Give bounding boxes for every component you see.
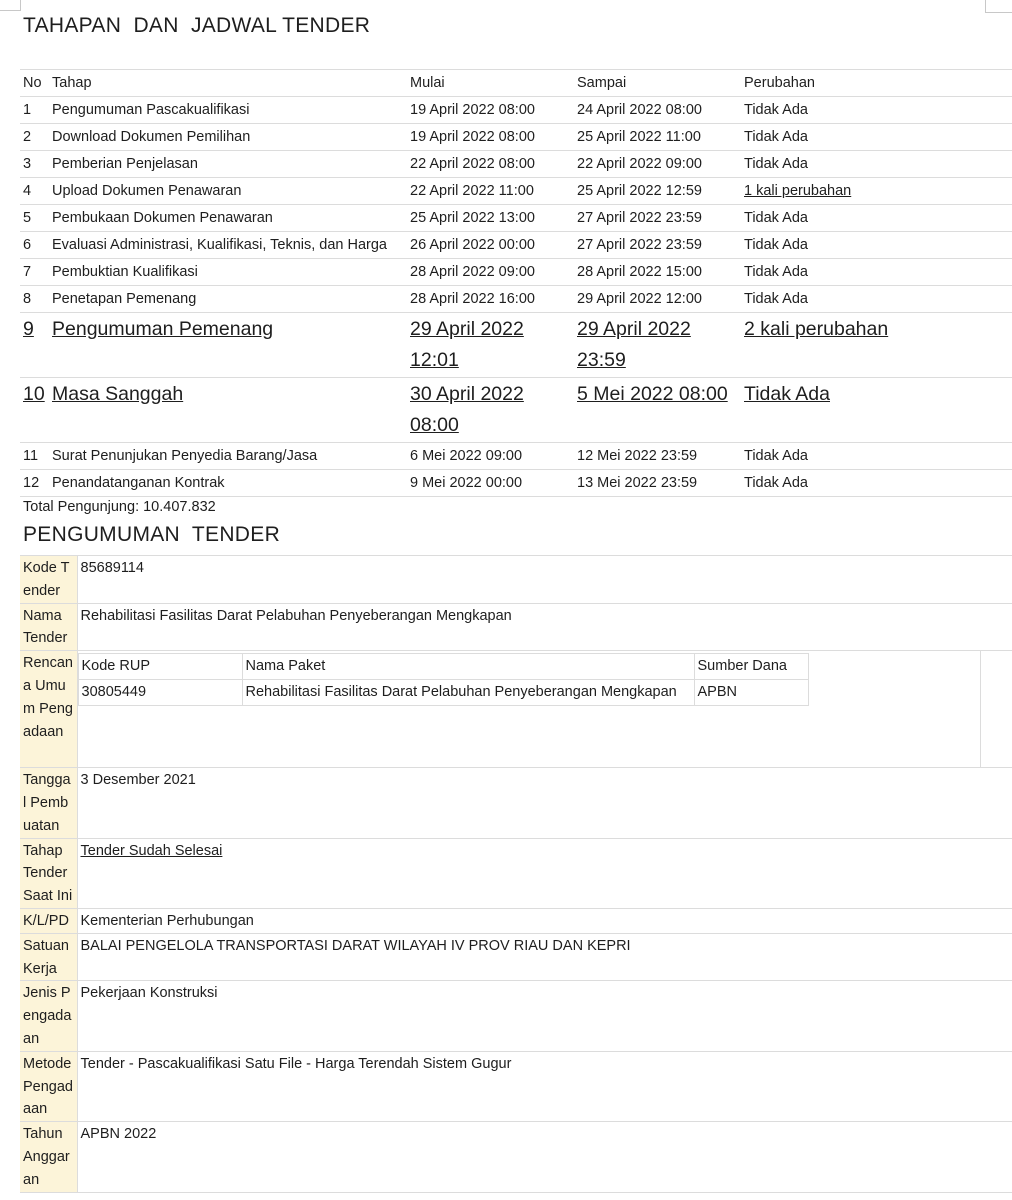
rup-col-kode: Kode RUP bbox=[78, 654, 242, 680]
change-history-link[interactable]: 1 kali perubahan bbox=[744, 183, 852, 199]
stage-row-highlighted bbox=[20, 313, 1012, 378]
label-tanggal: Tanggal Pembuatan bbox=[20, 768, 77, 838]
stage-start: 22 April 2022 08:00 bbox=[407, 151, 574, 178]
stage-no: 3 bbox=[20, 151, 47, 178]
stage-start: 25 April 2022 13:00 bbox=[407, 205, 574, 232]
col-no-header: No bbox=[20, 70, 47, 97]
stage-change-text: Tidak Ada bbox=[744, 383, 830, 405]
stage-row bbox=[20, 232, 1012, 259]
stage-start: 19 April 2022 08:00 bbox=[407, 124, 574, 151]
stage-start-text: 30 April 2022 08:00 bbox=[410, 383, 524, 436]
stage-change: Tidak Ada bbox=[741, 205, 1012, 232]
stage-no-text: 9 bbox=[23, 318, 34, 340]
info-row-jenis bbox=[20, 981, 1012, 1051]
label-jenis: Jenis Pengadaan bbox=[20, 981, 77, 1051]
stage-change-cell bbox=[741, 378, 1012, 443]
visitor-count: Total Pengunjung: 10.407.832 bbox=[23, 499, 216, 515]
col-mulai-header: Mulai bbox=[407, 70, 574, 97]
label-satker: Satuan Kerja bbox=[20, 933, 77, 981]
stage-start: 9 Mei 2022 00:00 bbox=[407, 470, 574, 497]
rup-header-row bbox=[78, 654, 808, 680]
stage-end: 25 April 2022 11:00 bbox=[574, 124, 741, 151]
info-row-tanggal bbox=[20, 768, 1012, 838]
page-corner-right bbox=[985, 0, 1012, 13]
stage-end-text: 29 April 2022 23:59 bbox=[577, 318, 691, 371]
tender-stage-link[interactable]: Tender Sudah Selesai bbox=[80, 842, 223, 859]
schedule-table bbox=[20, 69, 1012, 497]
stage-start: 26 April 2022 00:00 bbox=[407, 232, 574, 259]
stage-start-cell bbox=[407, 313, 574, 378]
value-satker: BALAI PENGELOLA TRANSPORTASI DARAT WILAYAH IV PROV RIAU DAN KEPRI bbox=[77, 933, 1012, 981]
stage-end-text: 5 Mei 2022 08:00 bbox=[577, 383, 728, 405]
info-row-tahap bbox=[20, 838, 1012, 908]
stage-name: Penetapan Pemenang bbox=[47, 286, 407, 313]
stage-row bbox=[20, 151, 1012, 178]
stage-name: Penandatanganan Kontrak bbox=[47, 470, 407, 497]
stage-row bbox=[20, 286, 1012, 313]
value-rup-cell bbox=[77, 651, 1012, 768]
stage-row bbox=[20, 124, 1012, 151]
info-row-metode bbox=[20, 1051, 1012, 1121]
tender-info-table bbox=[20, 555, 1012, 1193]
stage-name: Pemberian Penjelasan bbox=[47, 151, 407, 178]
stage-end: 27 April 2022 23:59 bbox=[574, 232, 741, 259]
info-row-rup bbox=[20, 651, 1012, 768]
stage-end-cell bbox=[574, 378, 741, 443]
label-tahun: Tahun Anggaran bbox=[20, 1122, 77, 1192]
stage-start: 28 April 2022 16:00 bbox=[407, 286, 574, 313]
announcement-title: PENGUMUMAN TENDER bbox=[23, 523, 281, 546]
stage-start: 28 April 2022 09:00 bbox=[407, 259, 574, 286]
label-tahap: Tahap Tender Saat Ini bbox=[20, 838, 77, 908]
stage-end: 22 April 2022 09:00 bbox=[574, 151, 741, 178]
stage-end: 28 April 2022 15:00 bbox=[574, 259, 741, 286]
stage-end: 13 Mei 2022 23:59 bbox=[574, 470, 741, 497]
label-klpd: K/L/PD bbox=[20, 908, 77, 933]
rup-nama: Rehabilitasi Fasilitas Darat Pelabuhan Penyeberangan Mengkapan bbox=[242, 680, 694, 706]
schedule-header-row bbox=[20, 70, 1012, 97]
stage-change: Tidak Ada bbox=[741, 151, 1012, 178]
stage-change-cell bbox=[741, 313, 1012, 378]
stage-no: 8 bbox=[20, 286, 47, 313]
change-history-link[interactable]: 2 kali perubahan bbox=[744, 318, 889, 340]
stage-no bbox=[20, 313, 47, 378]
rup-col-sumber: Sumber Dana bbox=[694, 654, 808, 680]
label-nama-tender: Nama Tender bbox=[20, 603, 77, 651]
stage-row bbox=[20, 259, 1012, 286]
stage-change: Tidak Ada bbox=[741, 97, 1012, 124]
value-tahun: APBN 2022 bbox=[77, 1122, 1012, 1192]
stage-no: 5 bbox=[20, 205, 47, 232]
stage-change: Tidak Ada bbox=[741, 286, 1012, 313]
stage-no: 6 bbox=[20, 232, 47, 259]
stage-no: 11 bbox=[20, 443, 47, 470]
stage-row bbox=[20, 205, 1012, 232]
col-sampai-header: Sampai bbox=[574, 70, 741, 97]
stage-change-cell bbox=[741, 178, 1012, 205]
col-tahap-header: Tahap bbox=[47, 70, 407, 97]
label-rencana-umum: Rencana Umum Pengadaan bbox=[20, 651, 77, 768]
value-nama-tender: Rehabilitasi Fasilitas Darat Pelabuhan Penyeberangan Mengkapan bbox=[77, 603, 1012, 651]
value-kode-tender: 85689114 bbox=[77, 556, 1012, 604]
rup-wrapper bbox=[78, 651, 1012, 767]
rup-sumber: APBN bbox=[694, 680, 808, 706]
stage-row bbox=[20, 97, 1012, 124]
label-metode: Metode Pengadaan bbox=[20, 1051, 77, 1121]
stage-start: 19 April 2022 08:00 bbox=[407, 97, 574, 124]
label-kode-tender: Kode Tender bbox=[20, 556, 77, 604]
stage-no: 12 bbox=[20, 470, 47, 497]
stage-end: 27 April 2022 23:59 bbox=[574, 205, 741, 232]
info-row-klpd bbox=[20, 908, 1012, 933]
info-row-nama bbox=[20, 603, 1012, 651]
rup-col-nama: Nama Paket bbox=[242, 654, 694, 680]
stage-row bbox=[20, 443, 1012, 470]
stage-row bbox=[20, 178, 1012, 205]
stage-start: 6 Mei 2022 09:00 bbox=[407, 443, 574, 470]
schedule-title: TAHAPAN DAN JADWAL TENDER bbox=[23, 14, 371, 37]
value-jenis: Pekerjaan Konstruksi bbox=[77, 981, 1012, 1051]
stage-end: 29 April 2022 12:00 bbox=[574, 286, 741, 313]
stage-name: Pembukaan Dokumen Penawaran bbox=[47, 205, 407, 232]
stage-no: 1 bbox=[20, 97, 47, 124]
stage-no bbox=[20, 378, 47, 443]
stage-change: Tidak Ada bbox=[741, 232, 1012, 259]
stage-name: Pengumuman Pascakualifikasi bbox=[47, 97, 407, 124]
value-klpd: Kementerian Perhubungan bbox=[77, 908, 1012, 933]
value-tahap-cell bbox=[77, 838, 1012, 908]
stage-no: 4 bbox=[20, 178, 47, 205]
stage-name-text: Masa Sanggah bbox=[52, 383, 184, 405]
rup-table bbox=[78, 653, 809, 706]
stage-row-highlighted bbox=[20, 378, 1012, 443]
rup-row bbox=[78, 680, 808, 706]
stage-row bbox=[20, 470, 1012, 497]
rup-edge bbox=[980, 651, 1012, 767]
stage-change: Tidak Ada bbox=[741, 443, 1012, 470]
stage-change: Tidak Ada bbox=[741, 259, 1012, 286]
stage-name: Evaluasi Administrasi, Kualifikasi, Teknis, dan Harga bbox=[47, 232, 407, 259]
info-row-kode bbox=[20, 556, 1012, 604]
stage-no-text: 10 bbox=[23, 383, 45, 405]
stage-name: Upload Dokumen Penawaran bbox=[47, 178, 407, 205]
info-row-tahun bbox=[20, 1122, 1012, 1192]
stage-name-cell bbox=[47, 378, 407, 443]
rup-inner bbox=[78, 651, 980, 767]
stage-name: Surat Penunjukan Penyedia Barang/Jasa bbox=[47, 443, 407, 470]
stage-change: Tidak Ada bbox=[741, 124, 1012, 151]
stage-name: Download Dokumen Pemilihan bbox=[47, 124, 407, 151]
col-perubahan-header: Perubahan bbox=[741, 70, 1012, 97]
stage-end-cell bbox=[574, 313, 741, 378]
info-row-satker bbox=[20, 933, 1012, 981]
stage-start: 22 April 2022 11:00 bbox=[407, 178, 574, 205]
stage-end: 12 Mei 2022 23:59 bbox=[574, 443, 741, 470]
value-metode: Tender - Pascakualifikasi Satu File - Harga Terendah Sistem Gugur bbox=[77, 1051, 1012, 1121]
stage-end: 24 April 2022 08:00 bbox=[574, 97, 741, 124]
value-tanggal: 3 Desember 2021 bbox=[77, 768, 1012, 838]
rup-kode: 30805449 bbox=[78, 680, 242, 706]
stage-name: Pembuktian Kualifikasi bbox=[47, 259, 407, 286]
stage-no: 2 bbox=[20, 124, 47, 151]
stage-end: 25 April 2022 12:59 bbox=[574, 178, 741, 205]
stage-start-text: 29 April 2022 12:01 bbox=[410, 318, 524, 371]
stage-no: 7 bbox=[20, 259, 47, 286]
stage-name-cell bbox=[47, 313, 407, 378]
page-corner-left bbox=[0, 0, 21, 11]
stage-change: Tidak Ada bbox=[741, 470, 1012, 497]
stage-name-text: Pengumuman Pemenang bbox=[52, 318, 274, 340]
stage-start-cell bbox=[407, 378, 574, 443]
